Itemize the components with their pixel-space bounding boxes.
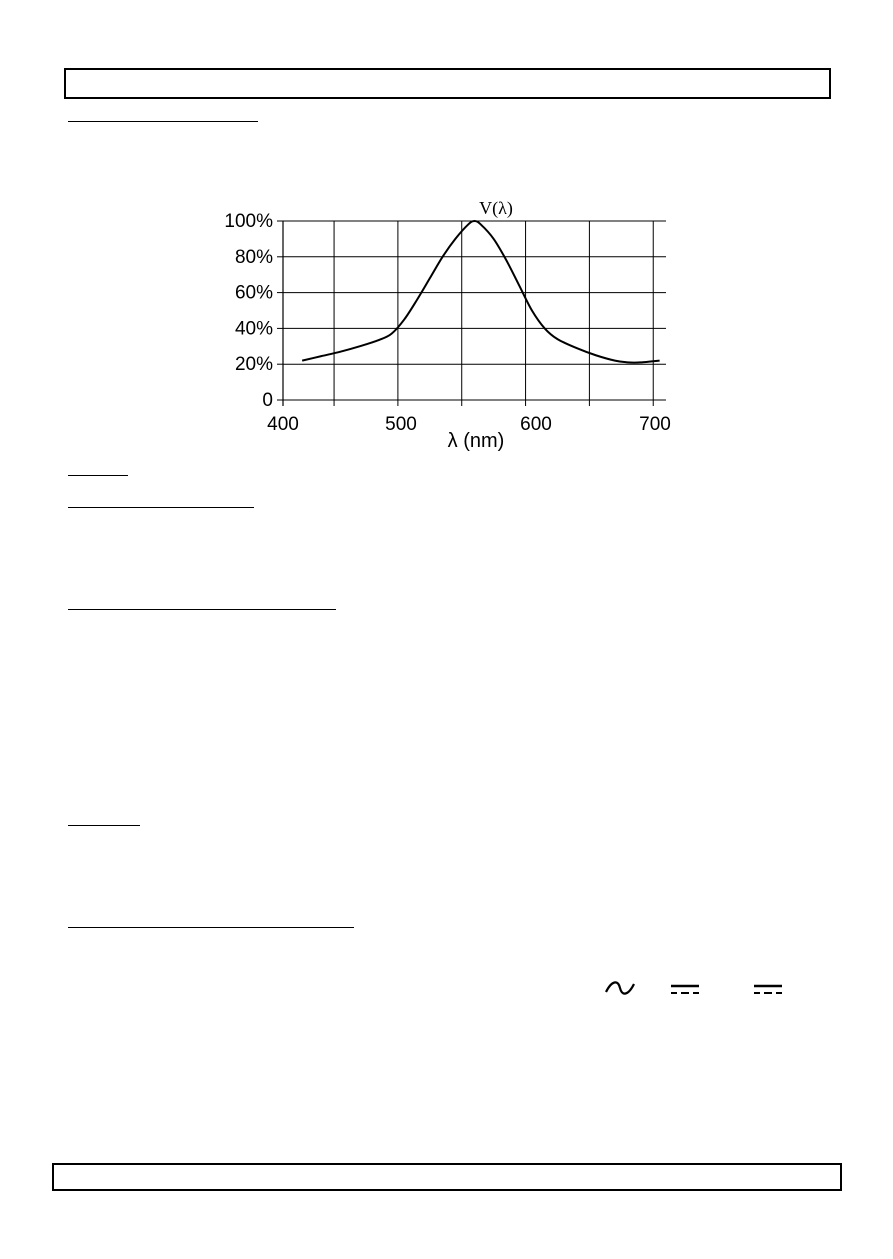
y-tick-label: 80%	[234, 246, 273, 268]
y-tick-label: 100%	[224, 211, 273, 232]
dc-symbol-icon	[670, 983, 700, 1002]
x-axis-label: λ (nm)	[447, 430, 505, 452]
x-tick-label: 700	[639, 414, 671, 435]
luminosity-curve	[302, 221, 659, 363]
y-tick-label: 60%	[234, 282, 273, 304]
x-tick-label: 600	[520, 414, 552, 435]
heading-underline-3	[68, 507, 254, 508]
header-box	[64, 68, 831, 99]
y-tick-label: 0	[262, 390, 273, 411]
x-tick-label: 400	[267, 414, 299, 435]
ac-symbol-icon	[604, 978, 636, 1003]
y-tick-label: 40%	[234, 318, 273, 340]
heading-underline-2	[68, 475, 128, 476]
footer-box	[52, 1163, 842, 1191]
heading-underline-5	[68, 825, 140, 826]
x-tick-label: 500	[385, 414, 417, 435]
luminosity-chart	[200, 190, 690, 460]
chart-svg	[200, 190, 690, 460]
heading-underline-4	[68, 609, 336, 610]
heading-underline-6	[68, 927, 354, 928]
heading-underline-1	[68, 121, 258, 122]
dc-symbol-icon-2	[753, 983, 783, 1002]
y-tick-label: 20%	[234, 354, 273, 376]
chart-title: V(λ)	[479, 198, 513, 218]
